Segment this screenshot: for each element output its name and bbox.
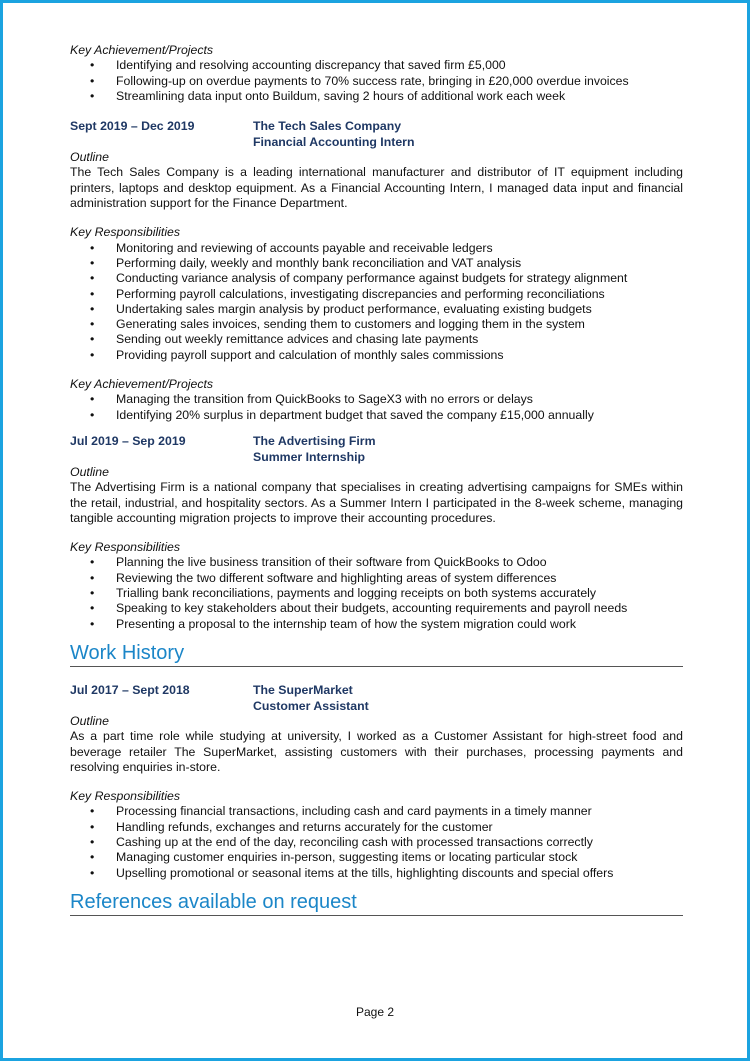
job-dates: Jul 2017 – Sept 2018 xyxy=(70,682,190,697)
achievements-label: Key Achievement/Projects xyxy=(70,43,214,57)
job-titles xyxy=(253,682,683,714)
job-titles xyxy=(253,433,683,465)
list-item: • Handling refunds, exchanges and returns accurately for the customer xyxy=(70,820,683,835)
job-titles xyxy=(253,118,683,150)
section-title-work-history: Work History xyxy=(70,641,683,667)
list-item: • Sending out weekly remittance advices and chasing late payments xyxy=(70,332,683,347)
outline-label: Outline xyxy=(70,464,109,479)
list-item: • Identifying and resolving accounting discrepancy that saved firm £5,000 xyxy=(70,58,683,73)
job-header-advertising xyxy=(70,433,683,465)
job-dates: Sept 2019 – Dec 2019 xyxy=(70,119,195,134)
list-item: • Streamlining data input onto Buildum, saving 2 hours of additional work each week xyxy=(70,89,683,104)
achievements-list xyxy=(70,58,683,104)
responsibilities-label: Key Responsibilities xyxy=(70,789,181,804)
section-title-references: References available on request xyxy=(70,890,683,916)
list-item: • Cashing up at the end of the day, reconciling cash with processed transactions correctly xyxy=(70,835,683,850)
list-item: • Speaking to key stakeholders about their budgets, accounting requirements and payroll needs xyxy=(70,601,683,616)
list-item: • Performing daily, weekly and monthly bank reconciliation and VAT analysis xyxy=(70,256,683,271)
list-item: • Providing payroll support and calculation of monthly sales commissions xyxy=(70,348,683,363)
list-item: • Conducting variance analysis of company performance against budgets for strategy alignment xyxy=(70,271,683,286)
job-company: The Advertising Firm xyxy=(253,433,376,448)
job-company: The SuperMarket xyxy=(253,682,353,697)
list-item: • Following-up on overdue payments to 70% success rate, bringing in £20,000 overdue invoices xyxy=(70,74,683,89)
achievements-list xyxy=(70,392,683,423)
job-role: Summer Internship xyxy=(253,449,366,464)
responsibilities-list xyxy=(70,555,683,631)
outline-label: Outline xyxy=(70,150,109,165)
page-content xyxy=(70,43,683,916)
job-header-tech-sales xyxy=(70,118,683,150)
responsibilities-list xyxy=(70,804,683,880)
page-number: Page 2 xyxy=(355,1005,395,1019)
list-item: • Monitoring and reviewing of accounts payable and receivable ledgers xyxy=(70,241,683,256)
list-item: • Identifying 20% surplus in department budget that saved the company £15,000 annually xyxy=(70,408,683,423)
responsibilities-label: Key Responsibilities xyxy=(70,225,181,240)
job-outline: The Tech Sales Company is a leading international manufacturer and distributor of IT equipment including printers, laptops and desktop equipment. As a Financial Accounting Intern, I managed data input and financial administration support for the Finance Department. xyxy=(70,165,683,211)
list-item: • Upselling promotional or seasonal items at the tills, highlighting discounts and special offers xyxy=(70,866,683,881)
outline-label: Outline xyxy=(70,713,109,728)
responsibilities-list xyxy=(70,241,683,363)
list-item: • Trialling bank reconciliations, payments and logging receipts on both systems accurately xyxy=(70,586,683,601)
list-item: • Processing financial transactions, including cash and card payments in a timely manner xyxy=(70,804,683,819)
job-role: Financial Accounting Intern xyxy=(253,135,415,150)
list-item: • Planning the live business transition of their software from QuickBooks to Odoo xyxy=(70,555,683,570)
achievements-label: Key Achievement/Projects xyxy=(70,377,214,392)
job-dates: Jul 2019 – Sep 2019 xyxy=(70,433,186,448)
responsibilities-label: Key Responsibilities xyxy=(70,540,181,555)
job-outline: As a part time role while studying at university, I worked as a Customer Assistant for high-street food and beverage retailer The SuperMarket, assisting customers with their purchases, processing payments and resolving enquiries in-store. xyxy=(70,729,683,774)
list-item: • Reviewing the two different software and highlighting areas of system differences xyxy=(70,571,683,586)
job-company: The Tech Sales Company xyxy=(253,119,402,134)
list-item: • Managing the transition from QuickBooks to SageX3 with no errors or delays xyxy=(70,392,683,407)
job-role: Customer Assistant xyxy=(253,698,369,713)
list-item: • Presenting a proposal to the internship team of how the system migration could work xyxy=(70,617,683,632)
job-header-supermarket xyxy=(70,682,683,714)
job-outline: The Advertising Firm is a national company that specialises in creating advertising campaigns for SMEs within the retail, industrial, and hospitality sectors. As a Summer Intern I participated in the 8-week scheme, managing tangible accounting migration projects to improve their accounting procedures. xyxy=(70,480,683,525)
list-item: • Performing payroll calculations, investigating discrepancies and performing reconciliations xyxy=(70,287,683,302)
list-item: • Managing customer enquiries in-person, suggesting items or locating particular stock xyxy=(70,850,683,865)
list-item: • Undertaking sales margin analysis by product performance, evaluating existing budgets xyxy=(70,302,683,317)
list-item: • Generating sales invoices, sending them to customers and logging them in the system xyxy=(70,317,683,332)
